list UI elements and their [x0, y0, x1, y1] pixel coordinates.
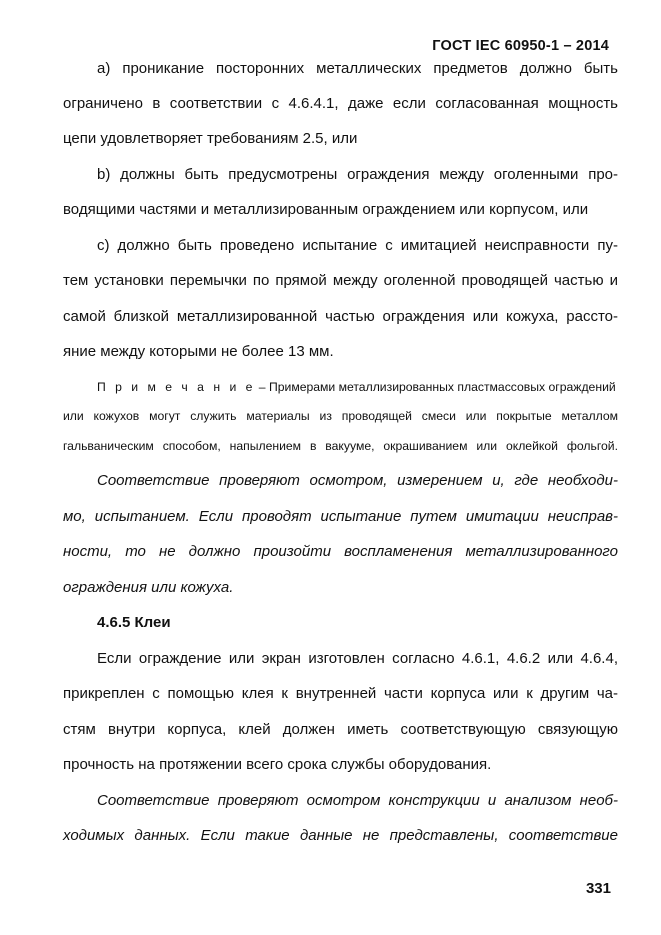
document-header: ГОСТ IEC 60950-1 – 2014 — [432, 38, 609, 54]
note-line-1 — [97, 378, 618, 396]
note-text: – Примерами металлизированных пластмассовых ограждений — [255, 380, 616, 394]
note-line-3: гальваническим способом, напылением в вакууме, окрашиванием или оклейкой фольгой. — [63, 439, 618, 453]
section-heading: 4.6.5 Клеи — [97, 614, 171, 631]
adhesive-line-3: стям внутри корпуса, клей должен иметь соответствующую связующую — [63, 721, 618, 738]
para-c-line-4: яние между которыми не более 13 мм. — [63, 343, 334, 360]
adhesive-line-2: прикреплен с помощью клея к внутренней части корпуса или к другим ча- — [63, 685, 618, 702]
compliance1-line-4: ограждения или кожуха. — [63, 579, 234, 596]
para-c-line-1: c) должно быть проведено испытание с имитацией неисправности пу- — [97, 237, 618, 254]
para-c-line-2: тем установки перемычки по прямой между оголенной проводящей частью и — [63, 272, 618, 289]
compliance1-line-1: Соответствие проверяют осмотром, измерением и, где необходи- — [97, 472, 618, 489]
adhesive-line-4: прочность на протяжении всего срока службы оборудования. — [63, 756, 492, 773]
page-number: 331 — [585, 880, 611, 897]
adhesive-line-1: Если ограждение или экран изготовлен согласно 4.6.1, 4.6.2 или 4.6.4, — [97, 650, 618, 667]
compliance2-line-1: Соответствие проверяют осмотром конструкции и анализом необ- — [97, 792, 618, 809]
compliance1-line-3: ности, то не должно произойти воспламенения металлизированного — [63, 543, 618, 560]
para-c-line-3: самой близкой металлизированной частью ограждения или кожуха, рассто- — [63, 308, 618, 325]
note-label: П р и м е ч а н и е — [97, 380, 256, 394]
compliance2-line-2: ходимых данных. Если такие данные не представлены, соответствие — [63, 827, 618, 844]
para-b-line-2: водящими частями и металлизированным ограждением или корпусом, или — [63, 201, 589, 218]
compliance1-line-2: мо, испытанием. Если проводят испытание путем имитации неисправ- — [63, 508, 618, 525]
para-a-line-3: цепи удовлетворяет требованиям 2.5, или — [63, 130, 358, 147]
para-b-line-1: b) должны быть предусмотрены ограждения между оголенными про- — [97, 166, 618, 183]
note-line-2: или кожухов могут служить материалы из проводящей смеси или покрытые металлом — [63, 409, 618, 423]
para-a-line-2: ограничено в соответствии с 4.6.4.1, даже если согласованная мощность — [63, 95, 618, 112]
para-a-line-1: а) проникание посторонних металлических предметов должно быть — [97, 60, 618, 77]
